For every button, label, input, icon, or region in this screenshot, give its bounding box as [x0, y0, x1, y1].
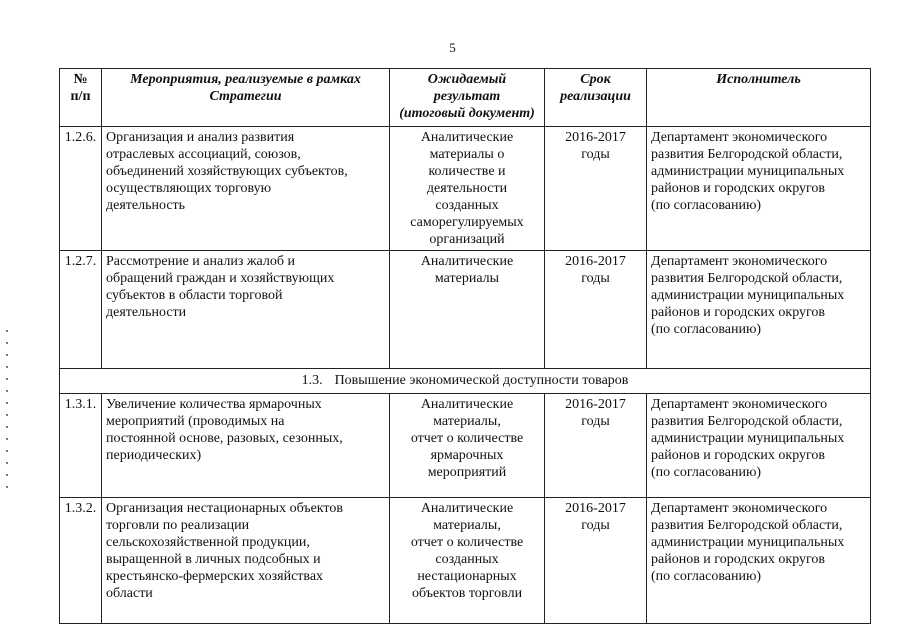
header-term: Срок реализации — [545, 69, 647, 127]
activity-cell-line: периодических) — [106, 448, 202, 463]
executor-cell-line: районов и городских округов — [651, 448, 826, 463]
result-cell-line: мероприятий — [427, 465, 507, 480]
term-cell — [545, 127, 647, 251]
result-cell — [390, 394, 545, 498]
result-cell-line: отчет о количестве — [410, 431, 524, 446]
executor-cell-line: районов и городских округов — [651, 305, 826, 320]
result-cell-line: материалы — [434, 271, 500, 286]
result-cell — [390, 498, 545, 624]
activity-cell-line: осуществляющих торговую — [106, 181, 272, 196]
result-cell-line: саморегулируемых — [410, 215, 524, 230]
result-cell-line: Аналитические — [420, 254, 514, 269]
section-title: Повышение экономической доступности товаров — [334, 373, 629, 388]
result-cell-line: материалы, — [433, 414, 501, 429]
row-number: 1.2.6. — [60, 127, 102, 251]
section-number: 1.3. — [301, 373, 323, 388]
result-cell-line: деятельности — [426, 181, 508, 196]
term-cell — [545, 251, 647, 369]
executor-cell-line: администрации муниципальных — [651, 535, 845, 550]
activity-cell-line: крестьянско-фермерских хозяйствах — [106, 569, 324, 584]
term-cell-line: годы — [581, 518, 610, 533]
header-num: № п/п — [60, 69, 102, 127]
binding-margin-marks — [6, 330, 8, 490]
executor-cell-line: развития Белгородской области, — [651, 414, 843, 429]
activity-cell-line: Увеличение количества ярмарочных — [106, 397, 322, 412]
activity-cell-line: сельскохозяйственной продукции, — [106, 535, 310, 550]
table-row — [60, 498, 871, 624]
executor-cell-line: развития Белгородской области, — [651, 147, 843, 162]
executor-cell — [647, 498, 871, 624]
result-cell-line: Аналитические — [420, 501, 514, 516]
term-cell-line: 2016-2017 — [565, 254, 626, 269]
result-cell-line: организаций — [429, 232, 505, 247]
executor-cell-line: (по согласованию) — [651, 322, 762, 337]
executor-cell-line: администрации муниципальных — [651, 164, 845, 179]
row-number: 1.2.7. — [60, 251, 102, 369]
activity-cell — [102, 394, 390, 498]
term-cell-line: 2016-2017 — [565, 130, 626, 145]
result-cell-line: материалы о — [429, 147, 505, 162]
result-cell-line: Аналитические — [420, 397, 514, 412]
result-cell — [390, 127, 545, 251]
executor-cell-line: (по согласованию) — [651, 569, 762, 584]
activity-cell-line: субъектов в области торговой — [106, 288, 283, 303]
page-number: 5 — [449, 40, 456, 55]
executor-cell-line: администрации муниципальных — [651, 288, 845, 303]
result-cell-line: Аналитические — [420, 130, 514, 145]
executor-cell-line: районов и городских округов — [651, 552, 826, 567]
term-cell-line: 2016-2017 — [565, 397, 626, 412]
table-row — [60, 127, 871, 251]
term-cell — [545, 498, 647, 624]
result-cell-line: созданных — [435, 552, 499, 567]
section-heading — [60, 369, 871, 394]
executor-cell-line: (по согласованию) — [651, 198, 762, 213]
strategy-activities-table — [59, 68, 871, 624]
table-row — [60, 251, 871, 369]
activity-cell-line: деятельности — [106, 305, 187, 320]
activity-cell — [102, 127, 390, 251]
executor-cell — [647, 127, 871, 251]
activity-cell-line: выращенной в личных подсобных и — [106, 552, 321, 567]
table-row — [60, 394, 871, 498]
activity-cell-line: объединений хозяйствующих субъектов, — [106, 164, 348, 179]
result-cell-line: количестве и — [428, 164, 506, 179]
executor-cell-line: Департамент экономического — [651, 130, 828, 145]
term-cell — [545, 394, 647, 498]
term-cell-line: годы — [581, 147, 610, 162]
result-cell — [390, 251, 545, 369]
activity-cell-line: обращений граждан и хозяйствующих — [106, 271, 335, 286]
activity-cell-line: мероприятий (проводимых на — [106, 414, 285, 429]
executor-cell — [647, 394, 871, 498]
result-cell-line: созданных — [435, 198, 499, 213]
activity-cell — [102, 251, 390, 369]
result-cell-line: объектов торговли — [411, 586, 523, 601]
header-result: Ожидаемый результат (итоговый документ) — [390, 69, 545, 127]
activity-cell-line: Организация нестационарных объектов — [106, 501, 343, 516]
executor-cell — [647, 251, 871, 369]
activity-cell-line: постоянной основе, разовых, сезонных, — [106, 431, 343, 446]
term-cell-line: годы — [581, 271, 610, 286]
activity-cell-line: области — [106, 586, 153, 601]
executor-cell-line: развития Белгородской области, — [651, 271, 843, 286]
executor-cell-line: (по согласованию) — [651, 465, 762, 480]
executor-cell-line: районов и городских округов — [651, 181, 826, 196]
result-cell-line: ярмарочных — [430, 448, 504, 463]
activity-cell-line: деятельность — [106, 198, 186, 213]
result-cell-line: нестационарных — [417, 569, 517, 584]
section-row — [60, 369, 871, 394]
executor-cell-line: Департамент экономического — [651, 397, 828, 412]
activity-cell-line: Рассмотрение и анализ жалоб и — [106, 254, 295, 269]
executor-cell-line: Департамент экономического — [651, 501, 828, 516]
term-cell-line: 2016-2017 — [565, 501, 626, 516]
term-cell-line: годы — [581, 414, 610, 429]
activity-cell-line: Организация и анализ развития — [106, 130, 295, 145]
header-row — [60, 69, 871, 127]
row-number: 1.3.2. — [60, 498, 102, 624]
row-number: 1.3.1. — [60, 394, 102, 498]
activity-cell-line: отраслевых ассоциаций, союзов, — [106, 147, 301, 162]
result-cell-line: материалы, — [433, 518, 501, 533]
executor-cell-line: развития Белгородской области, — [651, 518, 843, 533]
activity-cell-line: торговли по реализации — [106, 518, 250, 533]
result-cell-line: отчет о количестве — [410, 535, 524, 550]
header-activity: Мероприятия, реализуемые в рамках Стратегии — [102, 69, 390, 127]
activity-cell — [102, 498, 390, 624]
executor-cell-line: администрации муниципальных — [651, 431, 845, 446]
executor-cell-line: Департамент экономического — [651, 254, 828, 269]
header-executor: Исполнитель — [647, 69, 871, 127]
